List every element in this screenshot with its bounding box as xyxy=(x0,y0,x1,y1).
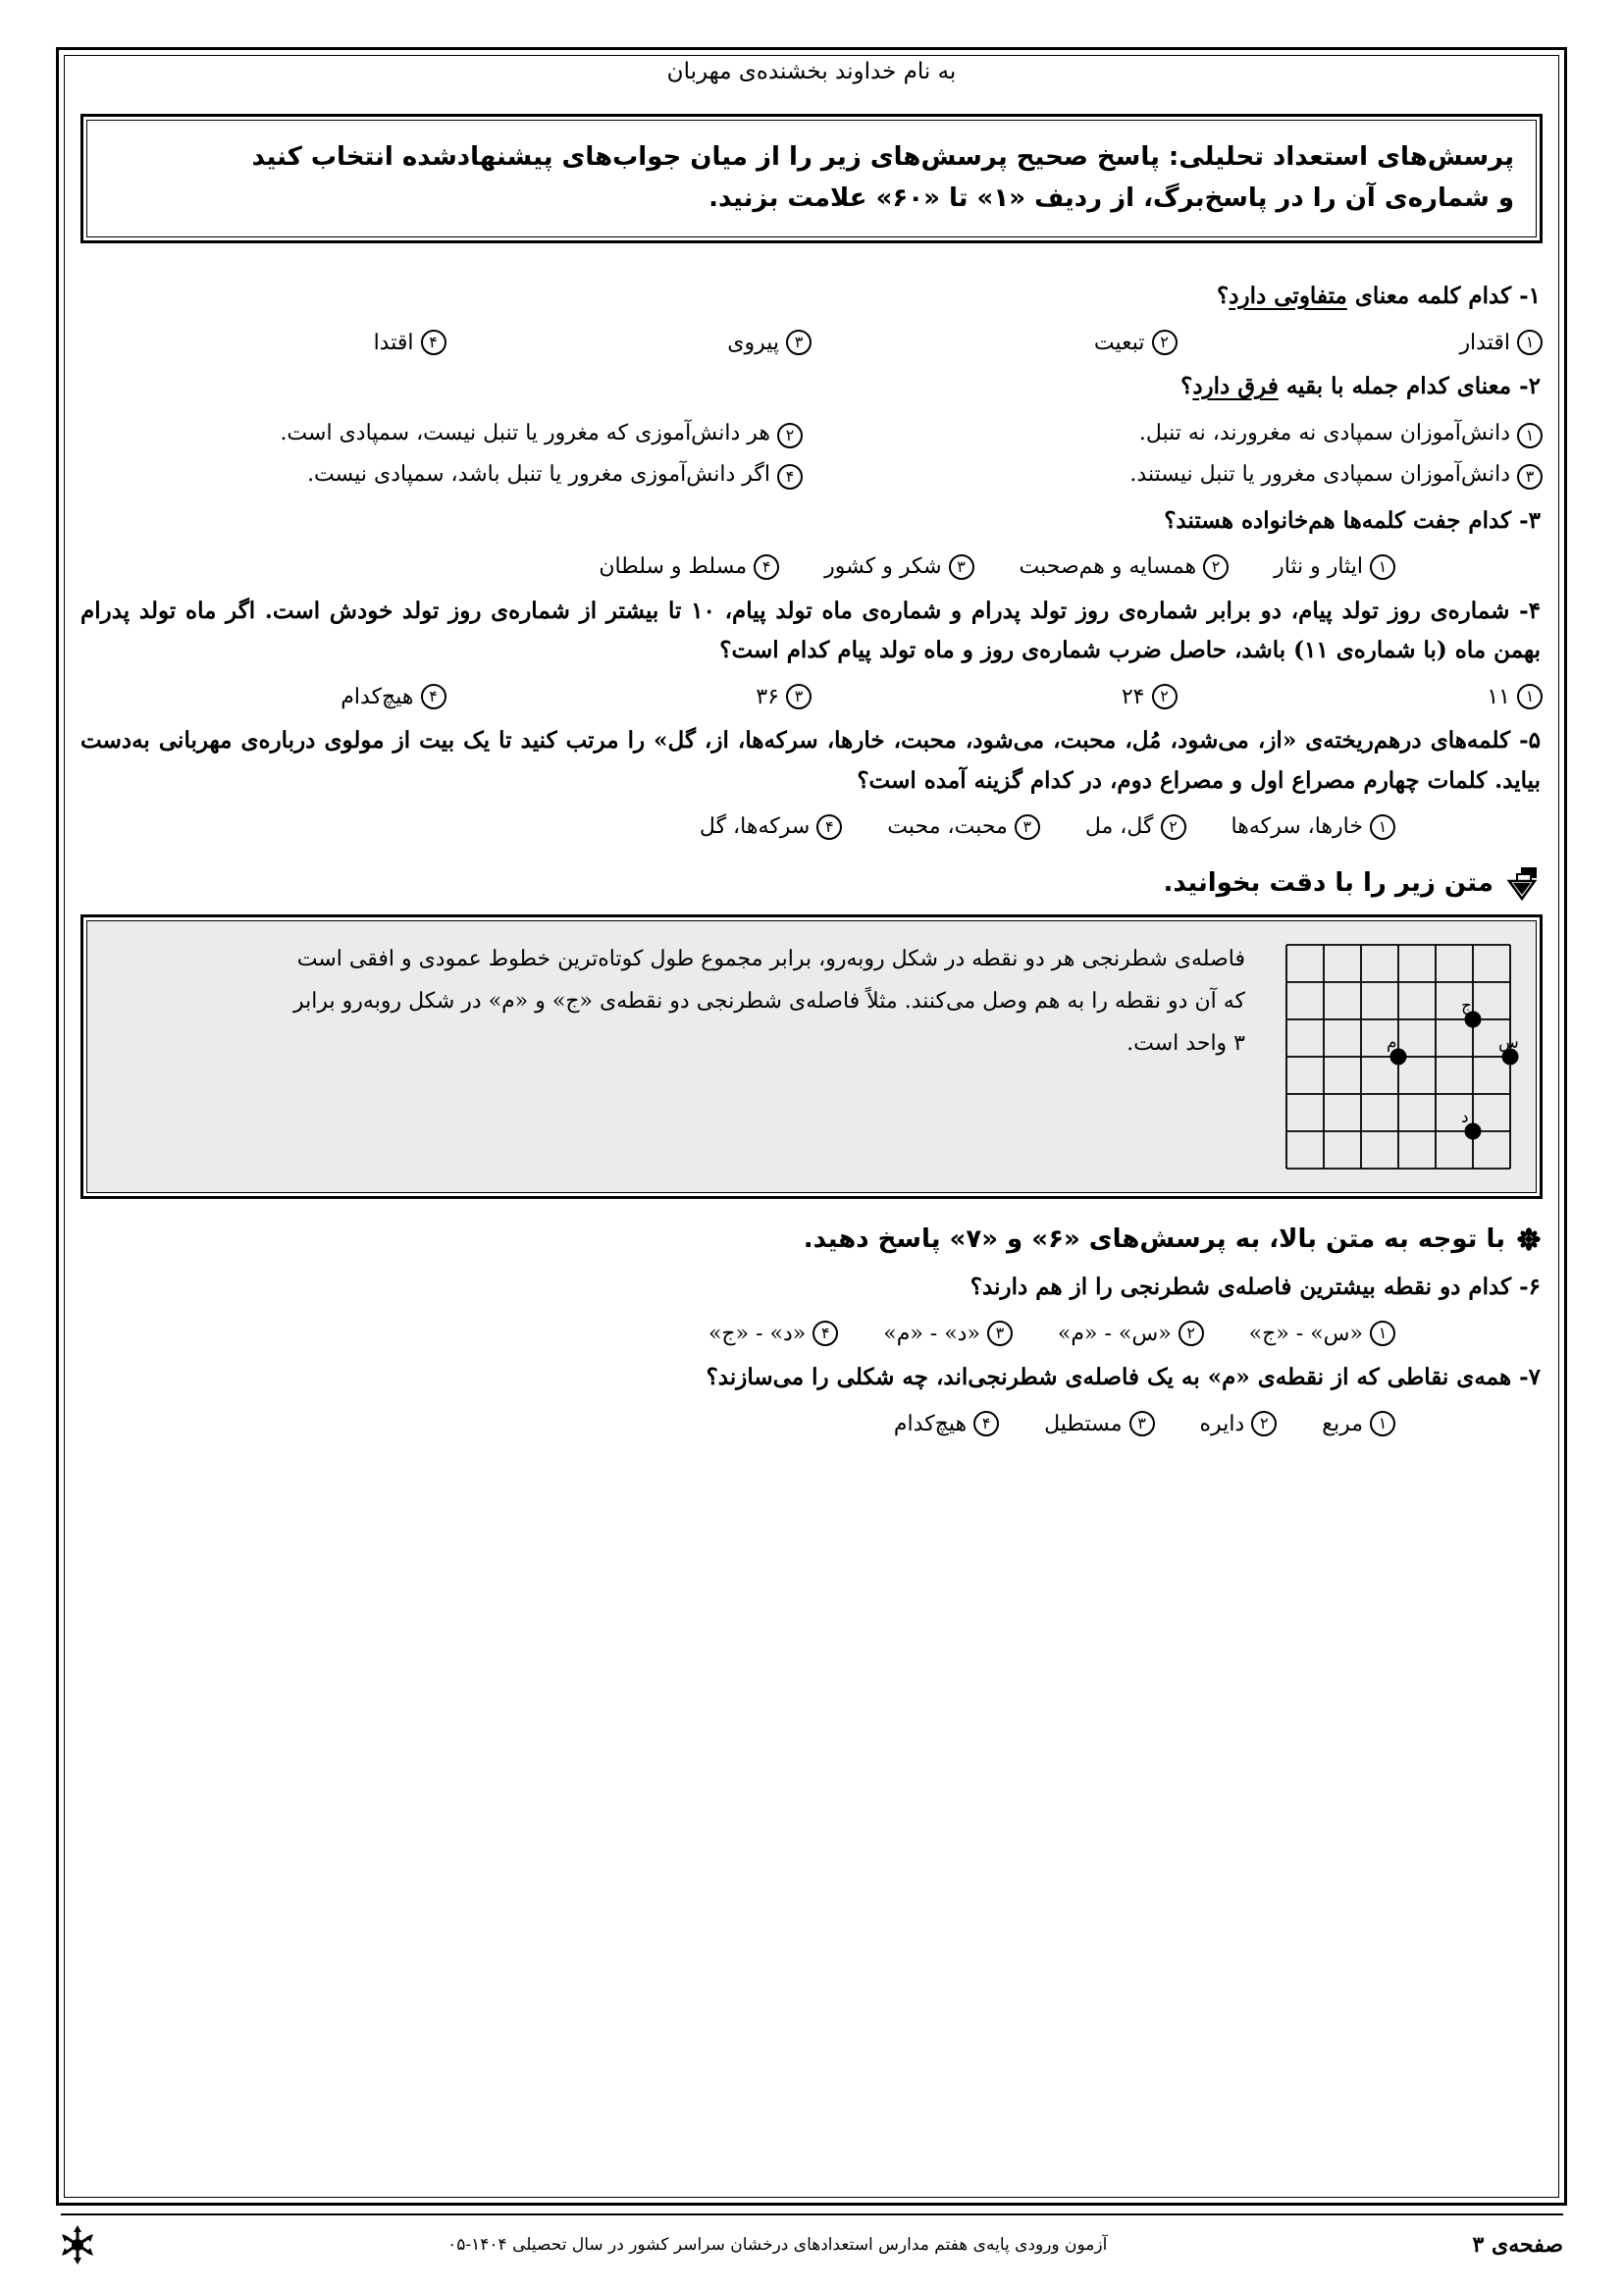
question-7-number: ۷- xyxy=(1519,1364,1541,1391)
passage-box xyxy=(80,914,1543,1199)
option-marker-icon: ۱ xyxy=(1370,554,1395,580)
question-3-option-4[interactable] xyxy=(599,554,779,580)
option-marker-icon: ۴ xyxy=(777,464,803,490)
option-marker-icon: ۱ xyxy=(1517,684,1543,709)
question-2-option-4[interactable] xyxy=(80,462,803,490)
footer-exam-title: آزمون ورودی پایه‌ی هفتم مدارس استعدادهای درخشان سراسر کشور در سال تحصیلی ۱۴۰۴-۰۵ xyxy=(447,2235,1108,2255)
option-label: «د» - «ج» xyxy=(707,1321,807,1346)
question-2-stem xyxy=(80,367,1543,406)
question-1-stem xyxy=(80,277,1543,316)
option-label: هیچ‌کدام xyxy=(893,1411,968,1436)
passage-box-inner xyxy=(86,920,1537,1193)
option-label: مربع xyxy=(1322,1411,1363,1436)
option-marker-icon: ۴ xyxy=(754,554,779,580)
question-5-options xyxy=(80,814,1543,840)
flower-icon xyxy=(1517,1227,1541,1251)
question-1-stem-underlined: متفاوتی دارد xyxy=(1229,283,1347,310)
question-2-option-1[interactable] xyxy=(820,421,1543,448)
question-3-number: ۳- xyxy=(1519,506,1541,534)
option-label: «س» - «م» xyxy=(1057,1321,1172,1346)
option-marker-icon: ۳ xyxy=(1015,814,1040,840)
option-marker-icon: ۲ xyxy=(1161,814,1186,840)
question-1-stem-b: ؟ xyxy=(1217,283,1230,310)
question-2-stem-b: ؟ xyxy=(1180,373,1193,400)
option-label: مستطیل xyxy=(1044,1411,1123,1436)
svg-text:م: م xyxy=(1387,1032,1397,1053)
option-label: مسلط و سلطان xyxy=(599,554,748,580)
question-1-option-3[interactable] xyxy=(446,330,812,355)
question-2-options xyxy=(80,421,1543,490)
option-marker-icon: ۱ xyxy=(1517,330,1543,355)
answer-with-passage-heading xyxy=(80,1224,1543,1254)
question-5-option-2[interactable] xyxy=(1085,814,1186,840)
question-5-stem-line-2: مولوی درباره‌ی مهربانی به‌دست بیاید. کلمات چهارم مصراع اول و مصراع دوم، در کدام گزینه آمده است؟ xyxy=(80,727,1541,794)
option-marker-icon: ۴ xyxy=(812,1321,838,1346)
option-marker-icon: ۳ xyxy=(1517,464,1543,490)
question-7-option-1[interactable] xyxy=(1322,1411,1395,1436)
question-3-option-2[interactable] xyxy=(1020,554,1230,580)
option-marker-icon: ۳ xyxy=(786,330,812,355)
option-marker-icon: ۲ xyxy=(1203,554,1229,580)
question-7-stem-a: همه‌ی نقاطی که از نقطه‌ی «م» به یک فاصله‌ی شطرنجی‌اند، چه شکلی را می‌سازند؟ xyxy=(706,1364,1512,1391)
option-label: محبت، محبت xyxy=(887,814,1008,840)
passage-line-2: که آن دو نقطه را به هم وصل می‌کنند. مثلاً فاصله‌ی شطرنجی دو نقطه‌ی «ج» و «م» در شکل روبه‌رو برابر xyxy=(293,988,1245,1014)
question-3-option-1[interactable] xyxy=(1274,554,1395,580)
question-1-options xyxy=(80,330,1543,355)
option-marker-icon: ۲ xyxy=(1251,1411,1277,1436)
question-5-option-1[interactable] xyxy=(1231,814,1395,840)
question-1-stem-a: کدام کلمه معنای xyxy=(1346,283,1512,310)
option-marker-icon: ۱ xyxy=(1370,1411,1395,1436)
question-5-option-4[interactable] xyxy=(700,814,842,840)
answer-with-passage-label: با توجه به متن بالا، به پرسش‌های «۶» و «۷» پاسخ دهید. xyxy=(803,1223,1505,1254)
footer-page-number: صفحه‌ی ۳ xyxy=(1472,2232,1563,2258)
question-1-option-1[interactable] xyxy=(1178,330,1544,355)
lattice-grid-figure xyxy=(1271,935,1520,1178)
instruction-line-1: پرسش‌های استعداد تحلیلی: پاسخ صحیح پرسش‌های زیر را از میان جواب‌های پیشنهادشده انتخاب کنید xyxy=(251,142,1514,172)
option-label: اقتدا xyxy=(373,330,414,355)
question-4-stem-line-1: شماره‌ی روز تولد پیام، دو برابر شماره‌ی روز تولد پدرام و شماره‌ی ماه تولد پیام، ۱۰ تا بیشتر از شماره‌ی روز تولد خودش xyxy=(329,597,1510,624)
option-label: شکر و کشور xyxy=(824,554,942,580)
option-marker-icon: ۴ xyxy=(973,1411,999,1436)
instruction-box-inner xyxy=(86,120,1537,237)
question-6-number: ۶- xyxy=(1519,1273,1541,1300)
question-4-option-2[interactable] xyxy=(812,684,1178,709)
option-label: «س» - «ج» xyxy=(1248,1321,1363,1346)
option-marker-icon: ۲ xyxy=(1152,330,1178,355)
passage-line-3: ۳ واحد است. xyxy=(1126,1030,1245,1056)
instruction-box xyxy=(80,114,1543,243)
option-marker-icon: ۱ xyxy=(1517,423,1543,448)
svg-text:ج: ج xyxy=(1461,995,1472,1015)
question-6-stem xyxy=(80,1268,1543,1307)
question-4-options xyxy=(80,684,1543,709)
question-7-option-3[interactable] xyxy=(1044,1411,1154,1436)
question-6 xyxy=(80,1268,1543,1346)
question-6-options xyxy=(80,1321,1543,1346)
question-4-option-4[interactable] xyxy=(80,684,446,709)
question-6-option-2[interactable] xyxy=(1058,1321,1204,1346)
option-label: ۳۶ xyxy=(756,684,779,709)
option-marker-icon: ۴ xyxy=(421,330,446,355)
option-marker-icon: ۳ xyxy=(786,684,812,709)
question-7-option-2[interactable] xyxy=(1200,1411,1278,1436)
option-label: تبعیت xyxy=(1093,330,1145,355)
option-marker-icon: ۴ xyxy=(421,684,446,709)
question-2-number: ۲- xyxy=(1519,373,1541,400)
basmala-text: به نام خداوند بخشنده‌ی مهربان xyxy=(666,59,957,84)
question-3-stem xyxy=(80,501,1543,541)
option-marker-icon: ۱ xyxy=(1370,1321,1395,1346)
question-2-stem-underlined: فرق دارد xyxy=(1192,373,1279,400)
question-4 xyxy=(80,592,1543,710)
question-4-option-3[interactable] xyxy=(446,684,812,709)
question-1-option-2[interactable] xyxy=(812,330,1178,355)
question-4-stem xyxy=(80,592,1543,671)
option-label: همسایه و هم‌صحبت xyxy=(1019,554,1197,580)
option-label: گل، مل xyxy=(1084,814,1154,840)
question-7-stem xyxy=(80,1358,1543,1397)
option-label: اقتدار xyxy=(1459,330,1510,355)
question-6-option-3[interactable] xyxy=(883,1321,1013,1346)
question-4-number: ۴- xyxy=(1519,597,1541,624)
option-label: اگر دانش‌آموزی مغرور یا تنبل باشد، سمپادی نیست. xyxy=(307,461,770,487)
option-label: دایره xyxy=(1199,1411,1245,1436)
option-label: هر دانش‌آموزی که مغرور یا تنبل نیست، سمپادی است. xyxy=(280,420,770,445)
instruction-line-2: و شماره‌ی آن را در پاسخ‌برگ، از ردیف «۱» تا «۶۰» علامت بزنید. xyxy=(708,183,1514,214)
question-7-option-4[interactable] xyxy=(894,1411,999,1436)
svg-text:س: س xyxy=(1498,1032,1519,1053)
option-marker-icon: ۲ xyxy=(1152,684,1178,709)
question-2-option-3[interactable] xyxy=(820,462,1543,490)
question-4-option-1[interactable] xyxy=(1178,684,1544,709)
option-marker-icon: ۳ xyxy=(1129,1411,1155,1436)
question-3-option-3[interactable] xyxy=(824,554,973,580)
page-content xyxy=(80,59,1543,1448)
option-label: پیروی xyxy=(727,330,779,355)
question-7-options xyxy=(80,1411,1543,1436)
passage-line-1: فاصله‌ی شطرنجی هر دو نقطه در شکل روبه‌رو، برابر مجموع طول کوتاه‌ترین خطوط عمودی و افقی است xyxy=(296,946,1245,971)
question-2 xyxy=(80,367,1543,489)
option-label: ۲۴ xyxy=(1121,684,1145,709)
option-marker-icon: ۴ xyxy=(816,814,842,840)
option-label: ایثار و نثار xyxy=(1274,554,1363,580)
page-footer xyxy=(61,2213,1563,2264)
option-label: ۱۱ xyxy=(1487,684,1510,709)
question-6-option-4[interactable] xyxy=(708,1321,838,1346)
question-5 xyxy=(80,721,1543,840)
option-marker-icon: ۲ xyxy=(1179,1321,1204,1346)
svg-text:د: د xyxy=(1461,1107,1469,1127)
option-label: «د» - «م» xyxy=(883,1321,980,1346)
question-1-number: ۱- xyxy=(1519,283,1541,310)
question-3-stem-a: کدام جفت کلمه‌ها هم‌خانواده هستند؟ xyxy=(1164,506,1512,534)
read-passage-heading xyxy=(80,865,1543,901)
book-icon xyxy=(1505,865,1541,901)
question-2-option-2[interactable] xyxy=(80,421,803,448)
option-label: دانش‌آموزان سمپادی نه مغرورند، نه تنبل. xyxy=(1138,420,1510,445)
option-marker-icon: ۳ xyxy=(987,1321,1013,1346)
question-5-stem-line-1: کلمه‌های درهم‌ریخته‌ی «از، می‌شود، مُل، محبت، می‌شود، محبت، خارها، سرکه‌ها، از، گل» را مرتب کنید تا یک بیت از xyxy=(393,727,1511,755)
option-marker-icon: ۲ xyxy=(777,423,803,448)
question-4-stem-line-2: است. اگر ماه تولد پدرام بهمن ماه (با شماره‌ی ۱۱) باشد، حاصل ضرب شماره‌ی روز و ماه تولد پیام کدام است؟ xyxy=(80,597,1541,664)
question-6-stem-a: کدام دو نقطه بیشترین فاصله‌ی شطرنجی را از هم دارند؟ xyxy=(969,1273,1512,1300)
question-7 xyxy=(80,1358,1543,1436)
option-label: دانش‌آموزان سمپادی مغرور یا تنبل نیستند. xyxy=(1129,461,1510,487)
passage-text xyxy=(103,935,1251,1178)
question-6-option-1[interactable] xyxy=(1249,1321,1395,1346)
option-label: سرکه‌ها، گل xyxy=(699,814,811,840)
question-5-stem xyxy=(80,721,1543,801)
question-5-option-3[interactable] xyxy=(887,814,1040,840)
question-1-option-4[interactable] xyxy=(80,330,446,355)
question-5-number: ۵- xyxy=(1519,727,1541,755)
question-3-options xyxy=(80,554,1543,580)
read-passage-label: متن زیر را با دقت بخوانید. xyxy=(1163,867,1493,898)
option-marker-icon: ۳ xyxy=(949,554,974,580)
question-2-stem-a: معنای کدام جمله با بقیه xyxy=(1278,373,1512,400)
question-3 xyxy=(80,501,1543,580)
question-1 xyxy=(80,277,1543,355)
snowflake-icon xyxy=(61,2225,94,2264)
option-label: خارها، سرکه‌ها xyxy=(1231,814,1363,840)
option-marker-icon: ۱ xyxy=(1370,814,1395,840)
option-label: هیچ‌کدام xyxy=(341,684,414,709)
